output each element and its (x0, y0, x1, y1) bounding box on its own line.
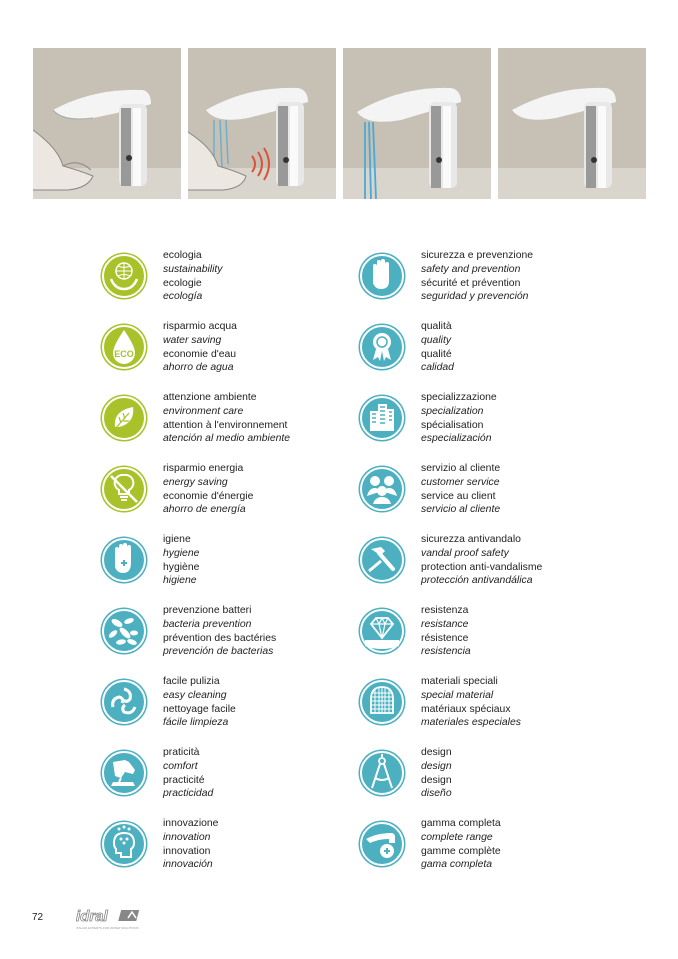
label-fr: ecologie (163, 277, 202, 289)
feature-item (99, 249, 369, 309)
feature-item (357, 320, 627, 380)
feature-item (99, 817, 369, 877)
label-it: sicurezza antivandalo (421, 534, 521, 545)
label-en: design (421, 760, 452, 772)
label-es: ecología (163, 291, 203, 303)
label-es: diseño (421, 788, 452, 800)
feature-item (99, 675, 369, 735)
label-es: fácile limpieza (163, 717, 229, 729)
feature-item (357, 533, 627, 593)
label-it: sicurezza e prevenzione (421, 250, 534, 261)
label-it: specializzazione (421, 392, 497, 403)
label-es: prevención de bacterias (163, 646, 274, 658)
label-it: attenzione ambiente (163, 392, 257, 403)
label-es: materiales especiales (421, 717, 521, 729)
label-fr: innovation (163, 845, 211, 857)
label-fr: economie d'énergie (163, 490, 254, 502)
photo-hand-approach (33, 48, 181, 199)
label-es: especialización (421, 433, 492, 445)
label-es: calidad (421, 362, 454, 374)
mesh-dome-icon (357, 677, 407, 727)
brand-logo (76, 907, 146, 931)
page-number: 72 (32, 912, 44, 923)
diamond-icon (357, 606, 407, 656)
label-en: energy saving (163, 476, 228, 488)
label-en: quality (421, 334, 452, 346)
label-es: gama completa (421, 859, 493, 871)
feature-item (99, 746, 369, 806)
label-en: safety and prevention (421, 263, 521, 275)
label-en: customer service (421, 476, 500, 488)
label-es: atención al medio ambiente (163, 433, 291, 445)
label-en: easy cleaning (163, 689, 227, 701)
hand-cross-icon (99, 535, 149, 585)
feature-item (357, 391, 627, 451)
feature-item (99, 533, 369, 593)
label-fr: practicité (163, 774, 205, 786)
label-fr: matériaux spéciaux (421, 703, 511, 715)
hammer-icon (357, 535, 407, 585)
label-es: resistencia (421, 646, 471, 658)
label-fr: service au client (421, 490, 496, 502)
label-it: gamma completa (421, 818, 501, 829)
buildings-icon (357, 393, 407, 443)
product-photo-strip (33, 48, 645, 199)
label-it: risparmio acqua (163, 321, 237, 332)
label-fr: qualité (421, 348, 452, 360)
label-en: resistance (421, 618, 469, 630)
label-fr: résistence (421, 632, 469, 644)
feature-item (99, 320, 369, 380)
label-es: practicidad (163, 788, 214, 800)
label-it: resistenza (421, 605, 469, 616)
photo-standby (498, 48, 646, 199)
label-en: special material (421, 689, 494, 701)
feature-item (99, 391, 369, 451)
bacteria-icon (99, 606, 149, 656)
label-fr: design (421, 774, 452, 786)
faucet-plus-icon (357, 819, 407, 869)
svg-text:ITALIAN EXPERTS FOR WATER SOLU: ITALIAN EXPERTS FOR WATER SOLUTIONS (76, 926, 139, 930)
label-it: praticità (163, 747, 200, 758)
label-es: higiene (163, 575, 197, 587)
label-en: water saving (163, 334, 222, 346)
label-fr: spécialisation (421, 419, 484, 431)
label-es: seguridad y prevención (421, 291, 529, 303)
head-ideas-icon (99, 819, 149, 869)
label-es: ahorro de energía (163, 504, 246, 516)
label-fr: gamme complète (421, 845, 501, 857)
label-it: facile pulizia (163, 676, 220, 687)
feature-item (357, 675, 627, 735)
label-it: materiali speciali (421, 676, 498, 687)
label-es: innovación (163, 859, 213, 871)
label-it: risparmio energia (163, 463, 244, 474)
svg-text:idral: idral (76, 908, 108, 925)
people-icon (357, 464, 407, 514)
bulb-crossed-icon (99, 464, 149, 514)
feature-item (99, 462, 369, 522)
hand-press-icon (99, 748, 149, 798)
label-en: innovation (163, 831, 211, 843)
feature-item (357, 746, 627, 806)
label-it: design (421, 747, 452, 758)
label-fr: nettoyage facile (163, 703, 236, 715)
label-en: hygiene (163, 547, 200, 559)
photo-sensor-detect (188, 48, 336, 199)
label-fr: hygiène (163, 561, 200, 573)
svg-text:ECO: ECO (114, 349, 134, 359)
compass-icon (357, 748, 407, 798)
label-it: prevenzione batteri (163, 605, 252, 616)
label-en: environment care (163, 405, 244, 417)
label-it: innovazione (163, 818, 219, 829)
label-en: vandal proof safety (421, 547, 509, 559)
label-fr: protection anti-vandalisme (421, 561, 543, 573)
label-fr: sécurité et prévention (421, 277, 521, 289)
label-es: ahorro de agua (163, 362, 234, 374)
label-en: sustainability (163, 263, 223, 275)
eco-drop-icon (99, 322, 149, 372)
feature-item (357, 817, 627, 877)
label-es: servicio al cliente (421, 504, 501, 516)
label-en: specialization (421, 405, 484, 417)
recycle-swirl-icon (99, 677, 149, 727)
feature-item (357, 462, 627, 522)
feature-item (99, 604, 369, 664)
label-it: qualità (421, 321, 452, 332)
label-es: protección antivandálica (421, 575, 533, 587)
feature-item (357, 249, 627, 309)
label-en: comfort (163, 760, 198, 772)
photo-water-flow (343, 48, 491, 199)
label-it: igiene (163, 534, 191, 545)
label-it: ecologia (163, 250, 202, 261)
rosette-icon (357, 322, 407, 372)
glove-hand-icon (357, 251, 407, 301)
feature-item (357, 604, 627, 664)
label-en: bacteria prevention (163, 618, 252, 630)
globe-hands-icon (99, 251, 149, 301)
label-en: complete range (421, 831, 493, 843)
label-fr: attention à l'environnement (163, 419, 288, 431)
leaf-icon (99, 393, 149, 443)
label-fr: prévention des bactéries (163, 632, 277, 644)
label-fr: economie d'eau (163, 348, 237, 360)
label-it: servizio al cliente (421, 463, 501, 474)
